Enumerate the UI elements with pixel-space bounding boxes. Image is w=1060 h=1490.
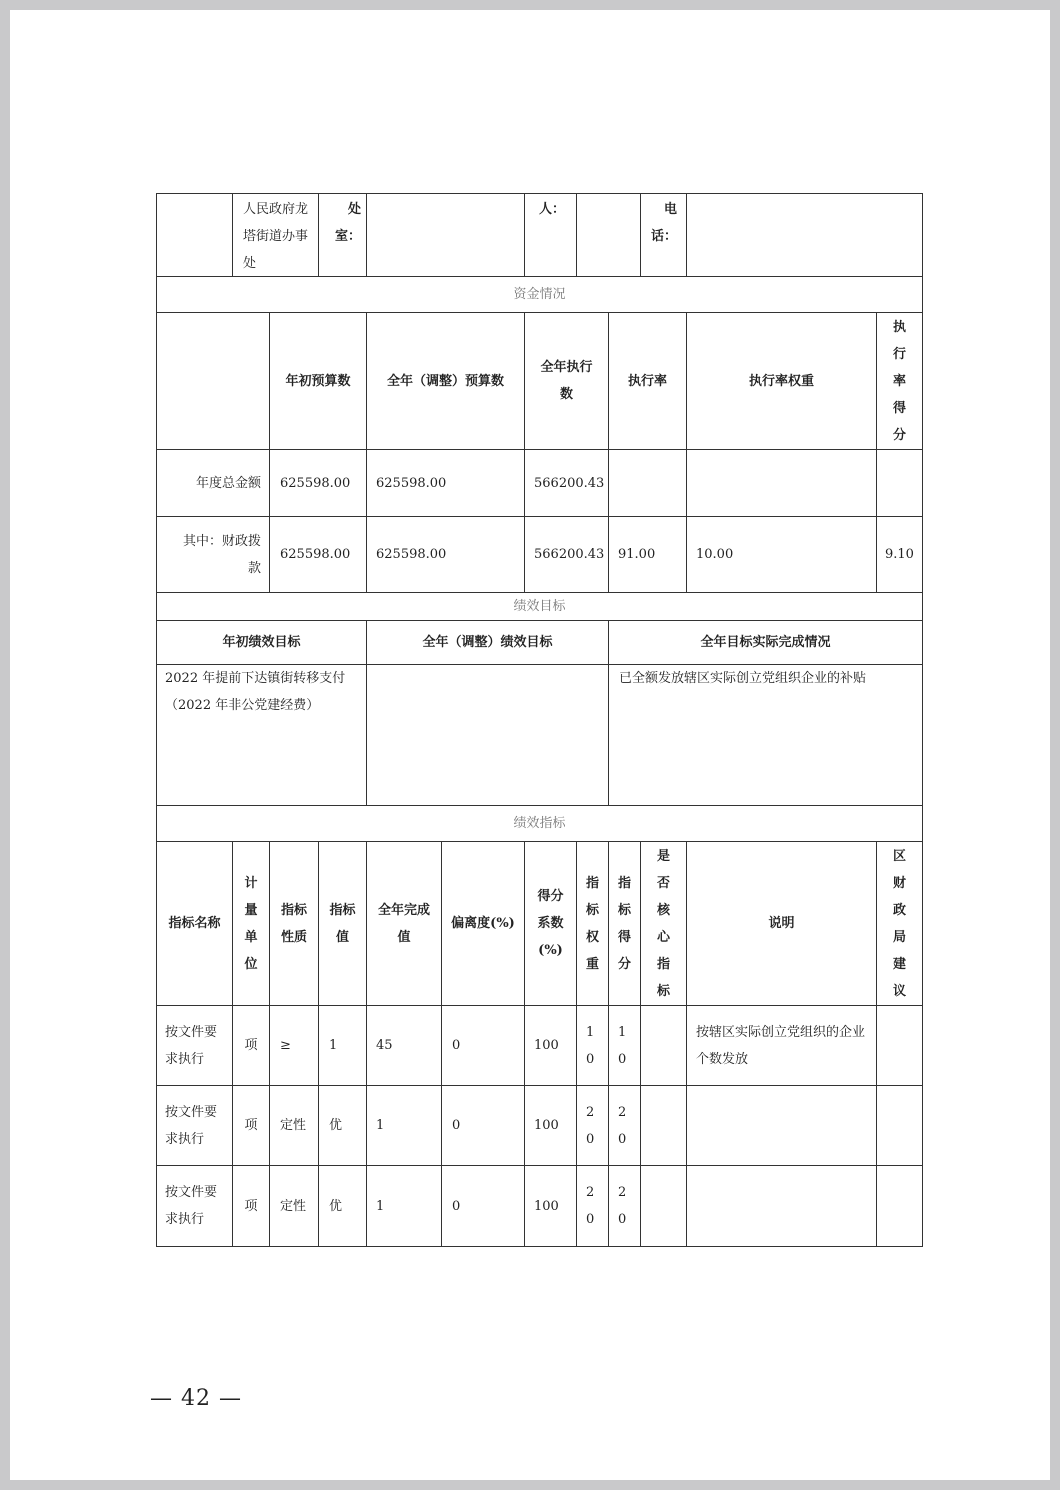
indicator-cell-score bbox=[609, 1166, 641, 1246]
indicator-unit: 项 bbox=[244, 1038, 258, 1053]
ind-col-coef-text: 得分系数(%) bbox=[537, 889, 564, 958]
header-blank-cell bbox=[157, 194, 233, 277]
funds-row-total-adjusted-text: 625598.00 bbox=[376, 475, 447, 491]
goals-section-title bbox=[157, 593, 922, 621]
header-phone-value-cell bbox=[687, 194, 922, 277]
ind-col-score bbox=[609, 842, 641, 1006]
indicator-coef: 100 bbox=[534, 1118, 559, 1133]
indicator-cell-completed bbox=[367, 1166, 442, 1246]
indicator-cell-weight bbox=[577, 1166, 609, 1246]
indicator-cell-coef bbox=[525, 1086, 577, 1166]
funds-col-executed bbox=[525, 313, 609, 450]
indicator-score: 20 bbox=[618, 1185, 627, 1227]
funds-row-total-executed bbox=[525, 450, 609, 517]
indicator-nature: 定性 bbox=[280, 1118, 307, 1133]
header-person-label-cell bbox=[525, 194, 577, 277]
indicator-cell-note bbox=[687, 1166, 877, 1246]
indicator-unit: 项 bbox=[244, 1118, 258, 1133]
indicator-deviation: 0 bbox=[452, 1118, 461, 1133]
funds-row-total-executed-text: 566200.43 bbox=[534, 475, 605, 491]
indicator-cell-note bbox=[687, 1086, 877, 1166]
indicator-cell-advice bbox=[877, 1086, 922, 1166]
indicator-cell-coef bbox=[525, 1006, 577, 1086]
indicator-weight: 20 bbox=[586, 1104, 595, 1147]
page-number: — 42 — bbox=[150, 1386, 242, 1411]
indicator-name: 按文件要求执行 bbox=[165, 1024, 218, 1067]
indicators-section-title-text: 绩效指标 bbox=[513, 816, 566, 831]
funds-row-fiscal-rate bbox=[609, 517, 687, 593]
goals-col-adjusted-text: 全年（调整）绩效目标 bbox=[422, 635, 553, 650]
funds-col-weight-text: 执行率权重 bbox=[748, 373, 814, 389]
goals-initial-text: 2022 年提前下达镇街转移支付（2022 年非公党建经费） bbox=[165, 671, 346, 713]
header-phone-label: 电话： bbox=[651, 202, 678, 244]
ind-col-value-text: 指标值 bbox=[329, 902, 356, 945]
goals-actual-text: 已全额发放辖区实际创立党组织企业的补贴 bbox=[619, 671, 867, 686]
funds-row-total-rate bbox=[609, 450, 687, 517]
indicator-cell-weight bbox=[577, 1086, 609, 1166]
funds-row-fiscal-executed-text: 566200.43 bbox=[534, 547, 605, 562]
ind-col-note bbox=[687, 842, 877, 1006]
indicator-cell-core bbox=[641, 1006, 687, 1086]
indicator-cell-value bbox=[319, 1006, 367, 1086]
ind-col-nature-text: 指标性质 bbox=[280, 902, 307, 945]
funds-row-fiscal-weight bbox=[687, 517, 877, 593]
indicator-cell-weight bbox=[577, 1006, 609, 1086]
funds-col-executed-text: 全年执行数 bbox=[540, 360, 593, 402]
indicator-cell-deviation bbox=[442, 1006, 525, 1086]
funds-row-total-score bbox=[877, 450, 922, 517]
funds-row-fiscal-executed bbox=[525, 517, 609, 593]
indicator-cell-core bbox=[641, 1166, 687, 1246]
indicator-cell-unit bbox=[233, 1166, 270, 1246]
ind-col-completed bbox=[367, 842, 442, 1006]
indicator-completed: 1 bbox=[376, 1118, 385, 1133]
indicator-coef: 100 bbox=[534, 1198, 559, 1214]
funds-row-total-label-text: 年度总金额 bbox=[195, 475, 261, 491]
indicator-score: 10 bbox=[618, 1024, 627, 1067]
funds-row-fiscal-initial bbox=[270, 517, 367, 593]
funds-row-total-weight bbox=[687, 450, 877, 517]
ind-col-weight bbox=[577, 842, 609, 1006]
indicator-cell-core bbox=[641, 1086, 687, 1166]
indicator-cell-score bbox=[609, 1006, 641, 1086]
indicator-value: 优 bbox=[329, 1198, 343, 1214]
goals-col-adjusted bbox=[367, 621, 609, 665]
funds-col-rate bbox=[609, 313, 687, 450]
goals-col-actual bbox=[609, 621, 922, 665]
goals-section-title-text: 绩效目标 bbox=[513, 599, 566, 614]
indicator-coef: 100 bbox=[534, 1038, 559, 1053]
funds-row-total-initial bbox=[270, 450, 367, 517]
goals-col-initial-text: 年初绩效目标 bbox=[222, 635, 301, 650]
funds-row-fiscal-weight-text: 10.00 bbox=[696, 547, 734, 562]
ind-col-unit bbox=[233, 842, 270, 1006]
indicator-cell-deviation bbox=[442, 1166, 525, 1246]
indicators-section-title bbox=[157, 806, 922, 842]
goals-adjusted-cell bbox=[367, 665, 609, 806]
header-person-value-cell bbox=[577, 194, 641, 277]
header-phone-label-cell bbox=[641, 194, 687, 277]
header-dept-value-cell bbox=[367, 194, 525, 277]
funds-row-fiscal-score-text: 9.10 bbox=[885, 547, 914, 562]
indicator-score: 20 bbox=[618, 1104, 627, 1147]
indicator-cell-nature bbox=[270, 1166, 319, 1246]
indicator-name: 按文件要求执行 bbox=[165, 1104, 218, 1147]
indicator-cell-advice bbox=[877, 1166, 922, 1246]
ind-col-name-text: 指标名称 bbox=[168, 916, 221, 931]
ind-col-advice-text: 区财政局建议 bbox=[892, 848, 906, 999]
indicator-name: 按文件要求执行 bbox=[165, 1185, 218, 1227]
indicator-cell-name bbox=[157, 1166, 233, 1246]
ind-col-value bbox=[319, 842, 367, 1006]
funds-row-total-adjusted bbox=[367, 450, 525, 517]
ind-col-completed-text: 全年完成值 bbox=[377, 902, 430, 945]
funds-col-adjusted-text: 全年（调整）预算数 bbox=[386, 373, 504, 389]
funds-col-adjusted bbox=[367, 313, 525, 450]
indicator-cell-completed bbox=[367, 1086, 442, 1166]
funds-row-total-label bbox=[157, 450, 270, 517]
indicator-deviation: 0 bbox=[452, 1038, 461, 1053]
goals-col-initial bbox=[157, 621, 367, 665]
funds-col-score-text: 执行率得分 bbox=[892, 319, 906, 443]
indicator-cell-name bbox=[157, 1006, 233, 1086]
indicator-cell-coef bbox=[525, 1166, 577, 1246]
indicator-cell-deviation bbox=[442, 1086, 525, 1166]
indicator-completed: 1 bbox=[376, 1198, 385, 1214]
indicator-cell-advice bbox=[877, 1006, 922, 1086]
ind-col-advice bbox=[877, 842, 922, 1006]
indicator-nature: 定性 bbox=[280, 1198, 307, 1214]
indicator-nature: ≥ bbox=[280, 1038, 291, 1053]
funds-row-fiscal-adjusted bbox=[367, 517, 525, 593]
indicator-value: 1 bbox=[329, 1038, 338, 1053]
ind-col-score-text: 指标得分 bbox=[618, 875, 632, 972]
indicator-cell-score bbox=[609, 1086, 641, 1166]
ind-col-name bbox=[157, 842, 233, 1006]
ind-col-weight-text: 指标权重 bbox=[586, 875, 600, 972]
goals-col-actual-text: 全年目标实际完成情况 bbox=[700, 635, 831, 650]
indicator-note: 按辖区实际创立党组织的企业个数发放 bbox=[696, 1024, 866, 1067]
funds-row-fiscal-label-text: 其中：财政拨款 bbox=[182, 533, 261, 576]
indicator-weight: 20 bbox=[586, 1185, 595, 1227]
ind-col-unit-text: 计量单位 bbox=[244, 875, 258, 972]
indicator-completed: 45 bbox=[376, 1038, 393, 1053]
funds-row-total-initial-text: 625598.00 bbox=[280, 475, 351, 491]
funds-col-weight bbox=[687, 313, 877, 450]
funds-col-rate-text: 执行率 bbox=[627, 373, 667, 389]
indicator-unit: 项 bbox=[244, 1198, 258, 1214]
funds-row-fiscal-label bbox=[157, 517, 270, 593]
funds-section-title bbox=[157, 277, 922, 313]
funds-row-fiscal-adjusted-text: 625598.00 bbox=[376, 547, 447, 562]
funds-col-score bbox=[877, 313, 922, 450]
indicator-cell-note bbox=[687, 1006, 877, 1086]
header-person-label: 人： bbox=[539, 202, 566, 217]
header-dept-label-cell bbox=[319, 194, 367, 277]
indicator-value: 优 bbox=[329, 1118, 343, 1133]
indicator-deviation: 0 bbox=[452, 1198, 461, 1214]
indicator-cell-name bbox=[157, 1086, 233, 1166]
performance-table bbox=[156, 193, 923, 1247]
goals-initial-cell bbox=[157, 665, 367, 806]
ind-col-deviation-text: 偏离度(%) bbox=[451, 916, 515, 931]
funds-col-initial-text: 年初预算数 bbox=[285, 373, 351, 389]
indicator-cell-completed bbox=[367, 1006, 442, 1086]
indicator-cell-value bbox=[319, 1086, 367, 1166]
indicator-cell-nature bbox=[270, 1006, 319, 1086]
funds-row-fiscal-initial-text: 625598.00 bbox=[280, 547, 351, 562]
indicator-cell-unit bbox=[233, 1086, 270, 1166]
header-unit: 人民政府龙塔街道办事处 bbox=[243, 202, 309, 271]
indicator-cell-value bbox=[319, 1166, 367, 1246]
ind-col-nature bbox=[270, 842, 319, 1006]
ind-col-deviation bbox=[442, 842, 525, 1006]
indicator-cell-unit bbox=[233, 1006, 270, 1086]
funds-col-initial bbox=[270, 313, 367, 450]
indicator-weight: 10 bbox=[586, 1024, 595, 1067]
header-unit-cell bbox=[233, 194, 319, 277]
indicator-cell-nature bbox=[270, 1086, 319, 1166]
ind-col-core bbox=[641, 842, 687, 1006]
ind-col-coef bbox=[525, 842, 577, 1006]
header-dept-label: 处室： bbox=[335, 202, 362, 244]
document-page bbox=[10, 10, 1050, 1480]
goals-actual-cell bbox=[609, 665, 922, 806]
funds-row-fiscal-score bbox=[877, 517, 922, 593]
ind-col-core-text: 是否核心指标 bbox=[657, 848, 671, 999]
funds-row-fiscal-rate-text: 91.00 bbox=[618, 547, 656, 562]
funds-header-blank bbox=[157, 313, 270, 450]
funds-section-title-text: 资金情况 bbox=[513, 287, 566, 302]
ind-col-note-text: 说明 bbox=[768, 916, 795, 931]
